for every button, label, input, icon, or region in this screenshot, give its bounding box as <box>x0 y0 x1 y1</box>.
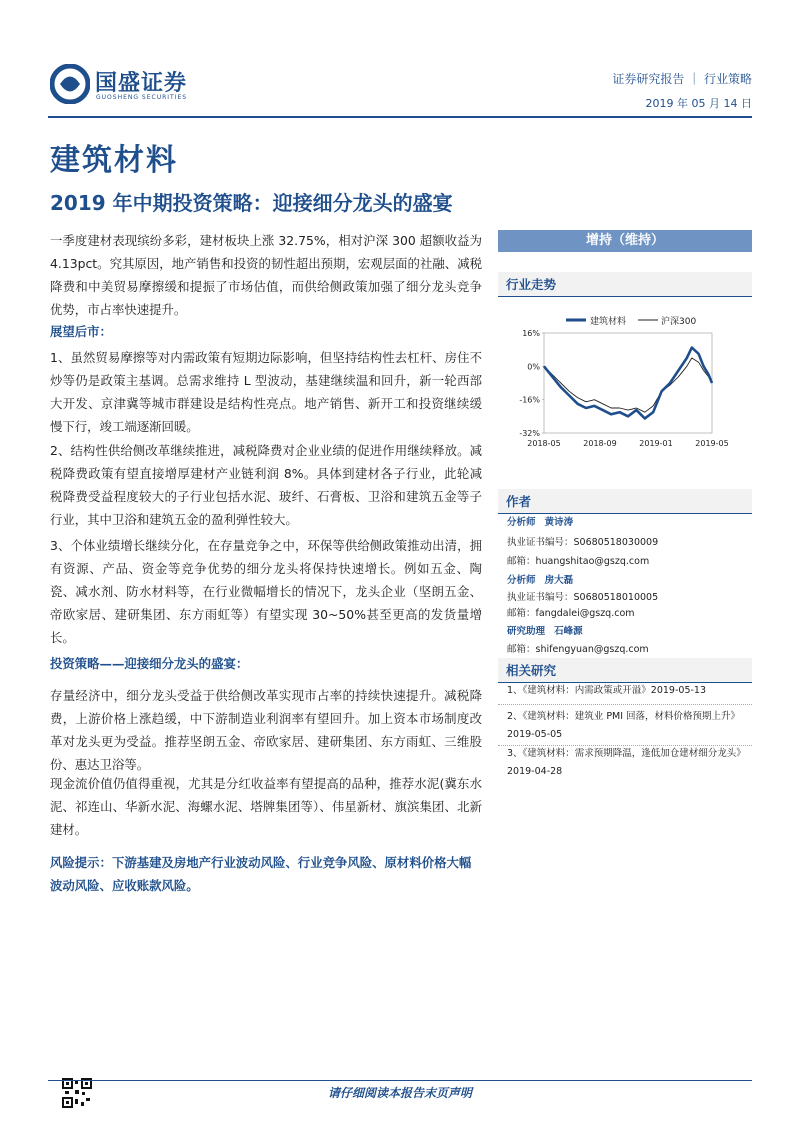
author-2-cert <box>507 589 658 603</box>
rating-badge: 增持（维持） <box>498 230 752 252</box>
related-title[interactable]: 2、《建筑材料：建筑业 PMI 回落，材料价格预期上升》 <box>507 711 741 722</box>
series-line-construction <box>544 348 712 419</box>
report-date: 2019 年 05 月 14 日 <box>645 97 752 110</box>
related-item-2[interactable] <box>507 708 752 744</box>
outlook-heading: 展望后市： <box>50 324 112 339</box>
author-heading: 作者 <box>498 489 752 514</box>
footer-disclaimer: 请仔细阅读本报告末页声明 <box>327 1086 472 1100</box>
report-title: 2019 年中期投资策略：迎接细分龙头的盛宴 <box>50 191 453 215</box>
cert-number: S0680518030009 <box>573 537 659 548</box>
author-role: 分析师 <box>507 517 536 528</box>
author-role: 分析师 <box>507 575 536 586</box>
author-3-email[interactable] <box>507 641 649 655</box>
report-category: 证券研究报告 ｜ 行业策略 <box>612 72 752 86</box>
email-label: 邮箱： <box>507 644 536 655</box>
email-link[interactable]: shifengyuan@gszq.com <box>535 644 649 655</box>
author-name: 石峰源 <box>554 626 583 637</box>
legend-label-csi300: 沪深300 <box>661 317 697 327</box>
point-1: 1、虽然贸易摩擦等对内需政策有短期边际影响，但坚持结构性去杠杆、房住不炒等仍是政策主基调。总需求维持 L 型波动，基建继续温和回升，新一轮西部大开发、京津冀等城市群建设是结构性亮点。地产销售、新开工和投资继续缓慢下行，竣工端逐渐回暖。 <box>50 350 482 434</box>
related-title[interactable]: 1、《建筑材料：内需政策或开溢》 <box>507 685 651 696</box>
legend-label-construction: 建筑材料 <box>590 317 627 327</box>
y-tick-label: -16% <box>519 395 540 405</box>
email-link[interactable]: fangdalei@gszq.com <box>535 608 635 619</box>
footer-divider <box>48 1080 752 1081</box>
related-title[interactable]: 3、《建筑材料：需求预期降温，逢低加仓建材细分龙头》 <box>507 748 746 759</box>
header-divider <box>48 116 752 118</box>
author-2 <box>507 572 573 586</box>
author-1 <box>507 514 573 528</box>
y-tick-label: 16% <box>522 329 540 338</box>
email-label: 邮箱： <box>507 556 536 567</box>
y-tick-label: 0% <box>527 362 540 372</box>
related-heading: 相关研究 <box>498 658 752 683</box>
cert-label: 执业证书编号： <box>507 537 574 548</box>
brand-emblem-icon <box>50 64 90 104</box>
brand-name: 国盛证券 <box>95 71 188 96</box>
author-1-email[interactable] <box>507 553 649 567</box>
y-tick-label: -32% <box>519 429 540 438</box>
industry-trend-chart <box>498 305 752 465</box>
author-name: 黄诗涛 <box>544 517 574 528</box>
strategy-heading: 投资策略——迎接细分龙头的盛宴： <box>50 656 249 671</box>
strategy-paragraph-2: 现金流价值仍值得重视，尤其是分红收益率有望提高的品种，推荐水泥(冀东水泥、祁连山、华新水泥、海螺水泥、塔牌集团等）、伟星新材、旗滨集团、北新建材。 <box>50 776 482 837</box>
author-name: 房大磊 <box>544 575 574 586</box>
point-2: 2、结构性供给侧改革继续推进，减税降费对企业业绩的促进作用继续释放。减税降费政策有望直接增厚建材产业链利润 8%。具体到建材各子行业，此轮减税降费受益程度较大的子行业包括水泥、玻纤、石膏板、卫浴和建筑五金等子行业，其中卫浴和建筑五金的盈利弹性较大。 <box>50 443 482 527</box>
brand-logo <box>50 64 220 108</box>
related-divider <box>498 704 752 705</box>
cert-number: S0680518010005 <box>573 592 659 603</box>
risk-warning: 风险提示：下游基建及房地产行业波动风险、行业竞争风险、原材料价格大幅波动风险、应收账款风险。 <box>50 855 472 893</box>
author-1-cert <box>507 534 658 548</box>
related-date: 2019-04-28 <box>507 766 563 777</box>
related-date: 2019-05-05 <box>507 729 563 740</box>
related-item-3[interactable] <box>507 745 752 781</box>
x-tick-label: 2018-09 <box>583 439 617 448</box>
intro-paragraph: 一季度建材表现缤纷多彩，建材板块上涨 32.75%，相对沪深 300 超额收益为 4.13pct。究其原因，地产销售和投资的韧性超出预期，宏观层面的社融、减税降费和中美贸易摩擦缓和提振了市场估值，而供给侧政策加强了细分龙头竞争优势，市占率快速提升。 <box>50 233 482 317</box>
author-3 <box>507 623 583 637</box>
email-label: 邮箱： <box>507 608 536 619</box>
author-role: 研究助理 <box>507 626 546 637</box>
strategy-paragraph-1: 存量经济中，细分龙头受益于供给侧改革实现市占率的持续快速提升。减税降费，上游价格上涨趋缓，中下游制造业利润率有望回升。加上资本市场制度改革对龙头更为受益。推荐坚朗五金、帝欧家居、建研集团、东方雨虹、三维股份、惠达卫浴等。 <box>50 688 482 772</box>
series-line-csi300 <box>544 358 712 412</box>
cert-label: 执业证书编号： <box>507 592 574 603</box>
author-2-email[interactable] <box>507 605 635 619</box>
point-3: 3、个体业绩增长继续分化，在存量竞争之中，环保等供给侧政策推动出清，拥有资源、产品、资金等竞争优势的细分龙头将保持快速增长。例如五金、陶瓷、减水剂、防水材料等，在行业微幅增长的情况下，龙头企业（坚朗五金、帝欧家居、建研集团、东方雨虹等）有望实现 30~50%甚至更高的发货量增长。 <box>50 538 482 645</box>
x-tick-label: 2019-05 <box>695 439 729 448</box>
email-link[interactable]: huangshitao@gszq.com <box>535 556 650 567</box>
related-item-1[interactable] <box>507 682 752 700</box>
industry-title: 建筑材料 <box>50 143 178 178</box>
related-date: 2019-05-13 <box>650 685 707 696</box>
x-tick-label: 2019-01 <box>639 439 673 448</box>
x-tick-label: 2018-05 <box>527 439 561 448</box>
chart-frame <box>544 333 712 433</box>
brand-name-en: GUOSHENG SECURITIES <box>96 94 188 101</box>
trend-heading: 行业走势 <box>498 272 752 297</box>
